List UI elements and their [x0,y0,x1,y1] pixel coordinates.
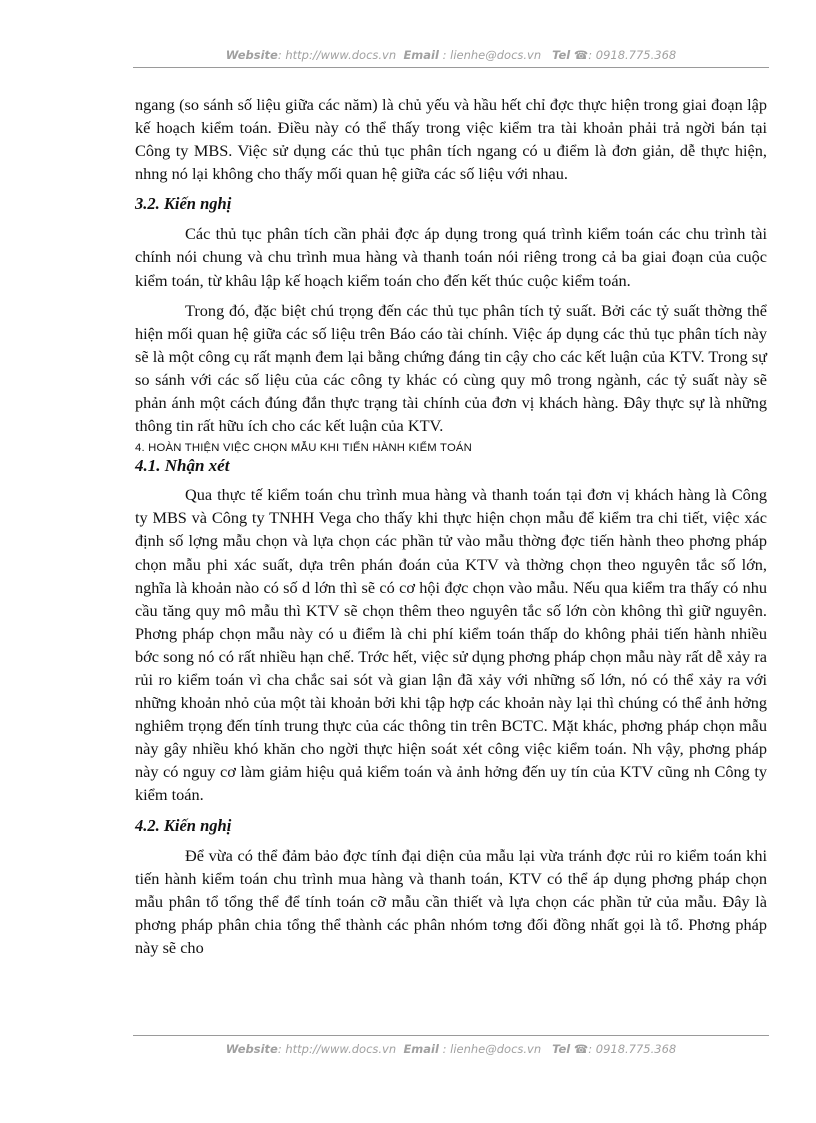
section-4-title: 4. HOÀN THIỆN VIỆC CHỌN MẪU KHI TIẾN HÀNH KIỂM TOÁN [135,442,473,455]
paragraph-3-2-a: Các thủ tục phân tích cần phải đợc áp dụng trong quá trình kiểm toán các chu trình tài chính nói chung và chu trình mua hàng và thanh toán nói riêng trong cả ba giai đoạn của cuộc kiểm toán, từ khâu lập kế hoạch kiểm toán cho đến kết thúc cuộc kiểm toán. [135,224,767,290]
header-tel-value: : 0918.775.368 [588,48,677,62]
paragraph-4-1: Qua thực tế kiểm toán chu trình mua hàng và thanh toán tại đơn vị khách hàng là Công ty MBS và Công ty TNHH Vega cho thấy khi thực hiện chọn mẫu để kiểm tra chi tiết, việc xác định số lợng mẫu chọn và lựa chọn các phần tử vào mẫu thờng đợc tiến hành theo phơng pháp chọn mẫu phi xác suất, dựa trên phán đoán của KTV và thờng chọn theo nguyên tắc số lớn, nghĩa là khoản nào có số d lớn thì sẽ có cơ hội đợc chọn vào mẫu. Nếu qua kiểm tra thấy có nhu cầu tăng quy mô mẫu thì KTV sẽ chọn thêm theo nguyên tắc số lớn còn không thì giữ nguyên. Phơng pháp chọn mẫu này có u điểm là chi phí kiểm toán thấp do không phải tiến hành nhiều bớc song nó có rất nhiều hạn chế. Trớc hết, việc sử dụng phơng pháp chọn mẫu này rất dễ xảy ra rủi ro kiểm toán vì cha chắc sai sót và gian lận đã xảy với những số lớn, nó có thể xảy ra với những khoản nhỏ của một tài khoản bởi khi tập hợp các khoản này lại thì chúng có thể ảnh hởng nghiêm trọng đến tính trung thực của các thông tin trên BCTC. Mặt khác, phơng pháp chọn mẫu này gây nhiều khó khăn cho ngời thực hiện soát xét công việc kiểm toán. Nh vậy, phơng pháp này có nguy cơ làm giảm hiệu quả kiểm toán và ảnh hởng đến uy tín của KTV cũng nh Công ty kiểm toán. [135,485,767,805]
page-footer [133,1042,769,1056]
phone-icon: ☎ [573,48,589,62]
footer-email-value: : lienhe@docs.vn [442,1042,542,1056]
header-tel-label: Tel [552,48,571,62]
heading-4-1: 4.1. Nhận xét [135,456,230,476]
footer-website-value: : http://www.docs.vn [277,1042,397,1056]
footer-email-label: Email [403,1042,439,1056]
page-header [133,48,769,62]
header-email-label: Email [403,48,439,62]
footer-divider [133,1035,769,1036]
header-website-value: : http://www.docs.vn [277,48,397,62]
footer-tel-value: : 0918.775.368 [588,1042,677,1056]
document-body [135,93,767,959]
header-website-label: Website [225,48,278,62]
header-divider [133,67,769,68]
heading-4-2: 4.2. Kiến nghị [135,815,232,835]
phone-icon: ☎ [573,1042,589,1056]
header-email-value: : lienhe@docs.vn [442,48,542,62]
heading-3-2: 3.2. Kiến nghị [135,194,232,214]
footer-website-label: Website [225,1042,278,1056]
footer-tel-label: Tel [552,1042,571,1056]
paragraph-4-2: Để vừa có thể đảm bảo đợc tính đại diện của mẫu lại vừa tránh đợc rủi ro kiểm toán khi tiến hành kiểm toán chu trình mua hàng và thanh toán, KTV có thể áp dụng phơng pháp chọn mẫu phân tổ tổng thể để tính toán cỡ mẫu cần thiết và lựa chọn các phần tử của mẫu. Đây là phơng pháp phân chia tổng thể thành các phân nhóm tơng đối đồng nhất gọi là tổ. Phơng pháp này sẽ cho [135,845,767,957]
paragraph-intro: ngang (so sánh số liệu giữa các năm) là chủ yếu và hầu hết chỉ đợc thực hiện trong giai đoạn lập kế hoạch kiểm toán. Điều này có thể thấy trong việc kiểm tra tài khoản phải trả ngời bán tại Công ty MBS. Việc sử dụng các thủ tục phân tích ngang có u điểm là đơn giản, dễ thực hiện, nhng nó lại không cho thấy mối quan hệ giữa các số liệu với nhau. [135,95,767,184]
paragraph-3-2-b: Trong đó, đặc biệt chú trọng đến các thủ tục phân tích tỷ suất. Bởi các tỷ suất thờng thể hiện mối quan hệ giữa các số liệu trên Báo cáo tài chính. Việc áp dụng các thủ tục phân tích này sẽ là một công cụ rất mạnh đem lại bằng chứng đáng tin cậy cho các kết luận của KTV. Trong sự so sánh với các số liệu của các công ty khác có cùng quy mô trong ngành, các tỷ suất này sẽ phản ánh một cách đúng đắn thực trạng tài chính của đơn vị khách hàng. Đây thực sự là những thông tin rất hữu ích cho các kết luận của KTV. [135,300,767,436]
